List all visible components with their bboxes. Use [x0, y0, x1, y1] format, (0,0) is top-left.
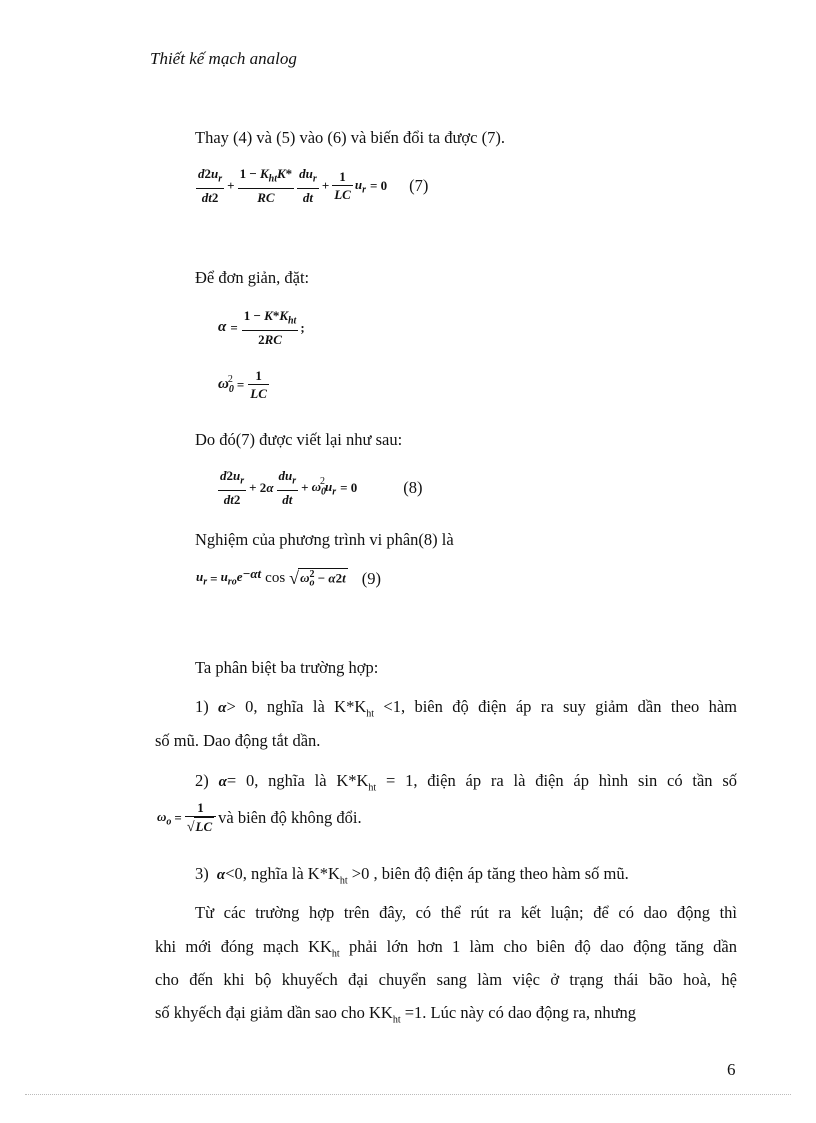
case-2-sub: ht [368, 782, 377, 794]
case-2-condition: = 0, nghĩa là K*K [226, 771, 369, 790]
paragraph-substitution: Thay (4) và (5) vào (6) và biến đổi ta được (7). [195, 128, 505, 147]
page-number: 6 [727, 1060, 736, 1079]
case-1-description: <1, biên độ điện áp ra suy giảm dần theo hàm [383, 697, 738, 716]
case-1-sub: ht [366, 708, 375, 720]
page-bottom-border [25, 1094, 791, 1095]
case-2-number: 2) [195, 771, 209, 790]
conclusion-line-1: Từ các trường hợp trên đây, có thể rút ra kết luận; để có dao động thì [195, 903, 737, 922]
conclusion-line-4-a: số khyếch đại giảm dần sao cho KK [155, 1003, 393, 1022]
equation-9-tag: (9) [361, 568, 381, 588]
paragraph-set: Để đơn giản, đặt: [195, 268, 310, 287]
conclusion-line-2-sub: ht [331, 948, 340, 960]
case-2-line-1: 2) α= 0, nghĩa là $K*K_{ht} = 1$, điện áp ra là điện áp hình sin có tần số [195, 771, 738, 794]
conclusion-line-2 [155, 937, 737, 964]
conclusion-line-2-a: khi mới đóng mạch KK [155, 937, 332, 956]
case-3-description: >0 , biên độ điện áp tăng theo hàm số mũ. [351, 864, 629, 883]
paragraph-cases-intro: Ta phân biệt ba trường hợp: [195, 658, 379, 677]
conclusion-line-2-b: phải lớn hơn 1 làm cho biên độ dao động tăng dần [348, 937, 737, 956]
case-1-condition: > 0, nghĩa là K*K [226, 697, 367, 716]
equation-7-tag: (7) [409, 175, 429, 195]
case-2-line-2: $\omega_o$ = $\frac{1}{√LC}$ và biên độ không đổi. [157, 800, 362, 835]
equation-omega0: $\omega_0$ $^2$ = $\frac{1}{LC}$ [218, 368, 267, 401]
conclusion-line-4-sub: ht [392, 1014, 401, 1026]
paragraph-rewrite: Do đó(7) được viết lại như sau: [195, 430, 403, 449]
case-3-number: 3) [195, 864, 209, 883]
conclusion-line-4 [155, 1003, 636, 1030]
case-3-line-1: 3) α<0, nghĩa là $K*K_{ht} >0$ , biên độ điện áp tăng theo hàm số mũ. [195, 864, 629, 887]
case-1-line-2: số mũ. Dao động tắt dần. [155, 731, 321, 750]
case-1-number: 1) [195, 697, 209, 716]
paragraph-solution: Nghiệm của phương trình vi phân(8) là [195, 530, 454, 549]
equation-8: $\frac{d2u_r}{dt2}$ + 2α $\frac{du_r}{dt}$ + $\omega_0$ $^2$ $u_r$ = 0 (8) [220, 468, 423, 507]
case-1-line-1: 1) α> 0, nghĩa là $K*K_{ht} <1$, biên độ điện áp ra suy giảm dần theo hàm [195, 697, 738, 720]
equation-alpha: α = $\frac{1 - K*K_{ht}}{2RC}$ ; [218, 308, 305, 347]
equation-8-tag: (8) [403, 477, 423, 497]
conclusion-line-3: cho đến khi bộ khuyếch đại chuyển sang làm việc ở trạng thái bão hoà, hệ [155, 970, 737, 989]
equation-9: $u_r$ = $u_{ro}e$ $^{-\alpha t}$ cos √ $\omega_o^2 - \alpha 2t$ (9) [196, 565, 381, 589]
case-2-description: = 1, điện áp ra là điện áp hình sin có tần số [386, 771, 738, 790]
case-3-sub: ht [339, 875, 348, 887]
case-3-condition: <0, nghĩa là K*K [225, 864, 340, 883]
conclusion-line-4-b: =1. Lúc này có dao động ra, nhưng [404, 1003, 637, 1022]
case-2-continuation: và biên độ không đổi. [218, 808, 362, 827]
equation-7: $\frac{d2u_r}{dt2}$ + $\frac{1 - K_{ht}K*}{RC}$ $\frac{du_r}{dt}$ + $\frac{1}{LC}$ $u_r$ = 0 (7) [198, 166, 429, 205]
running-header: Thiết kế mạch analog [150, 49, 297, 68]
